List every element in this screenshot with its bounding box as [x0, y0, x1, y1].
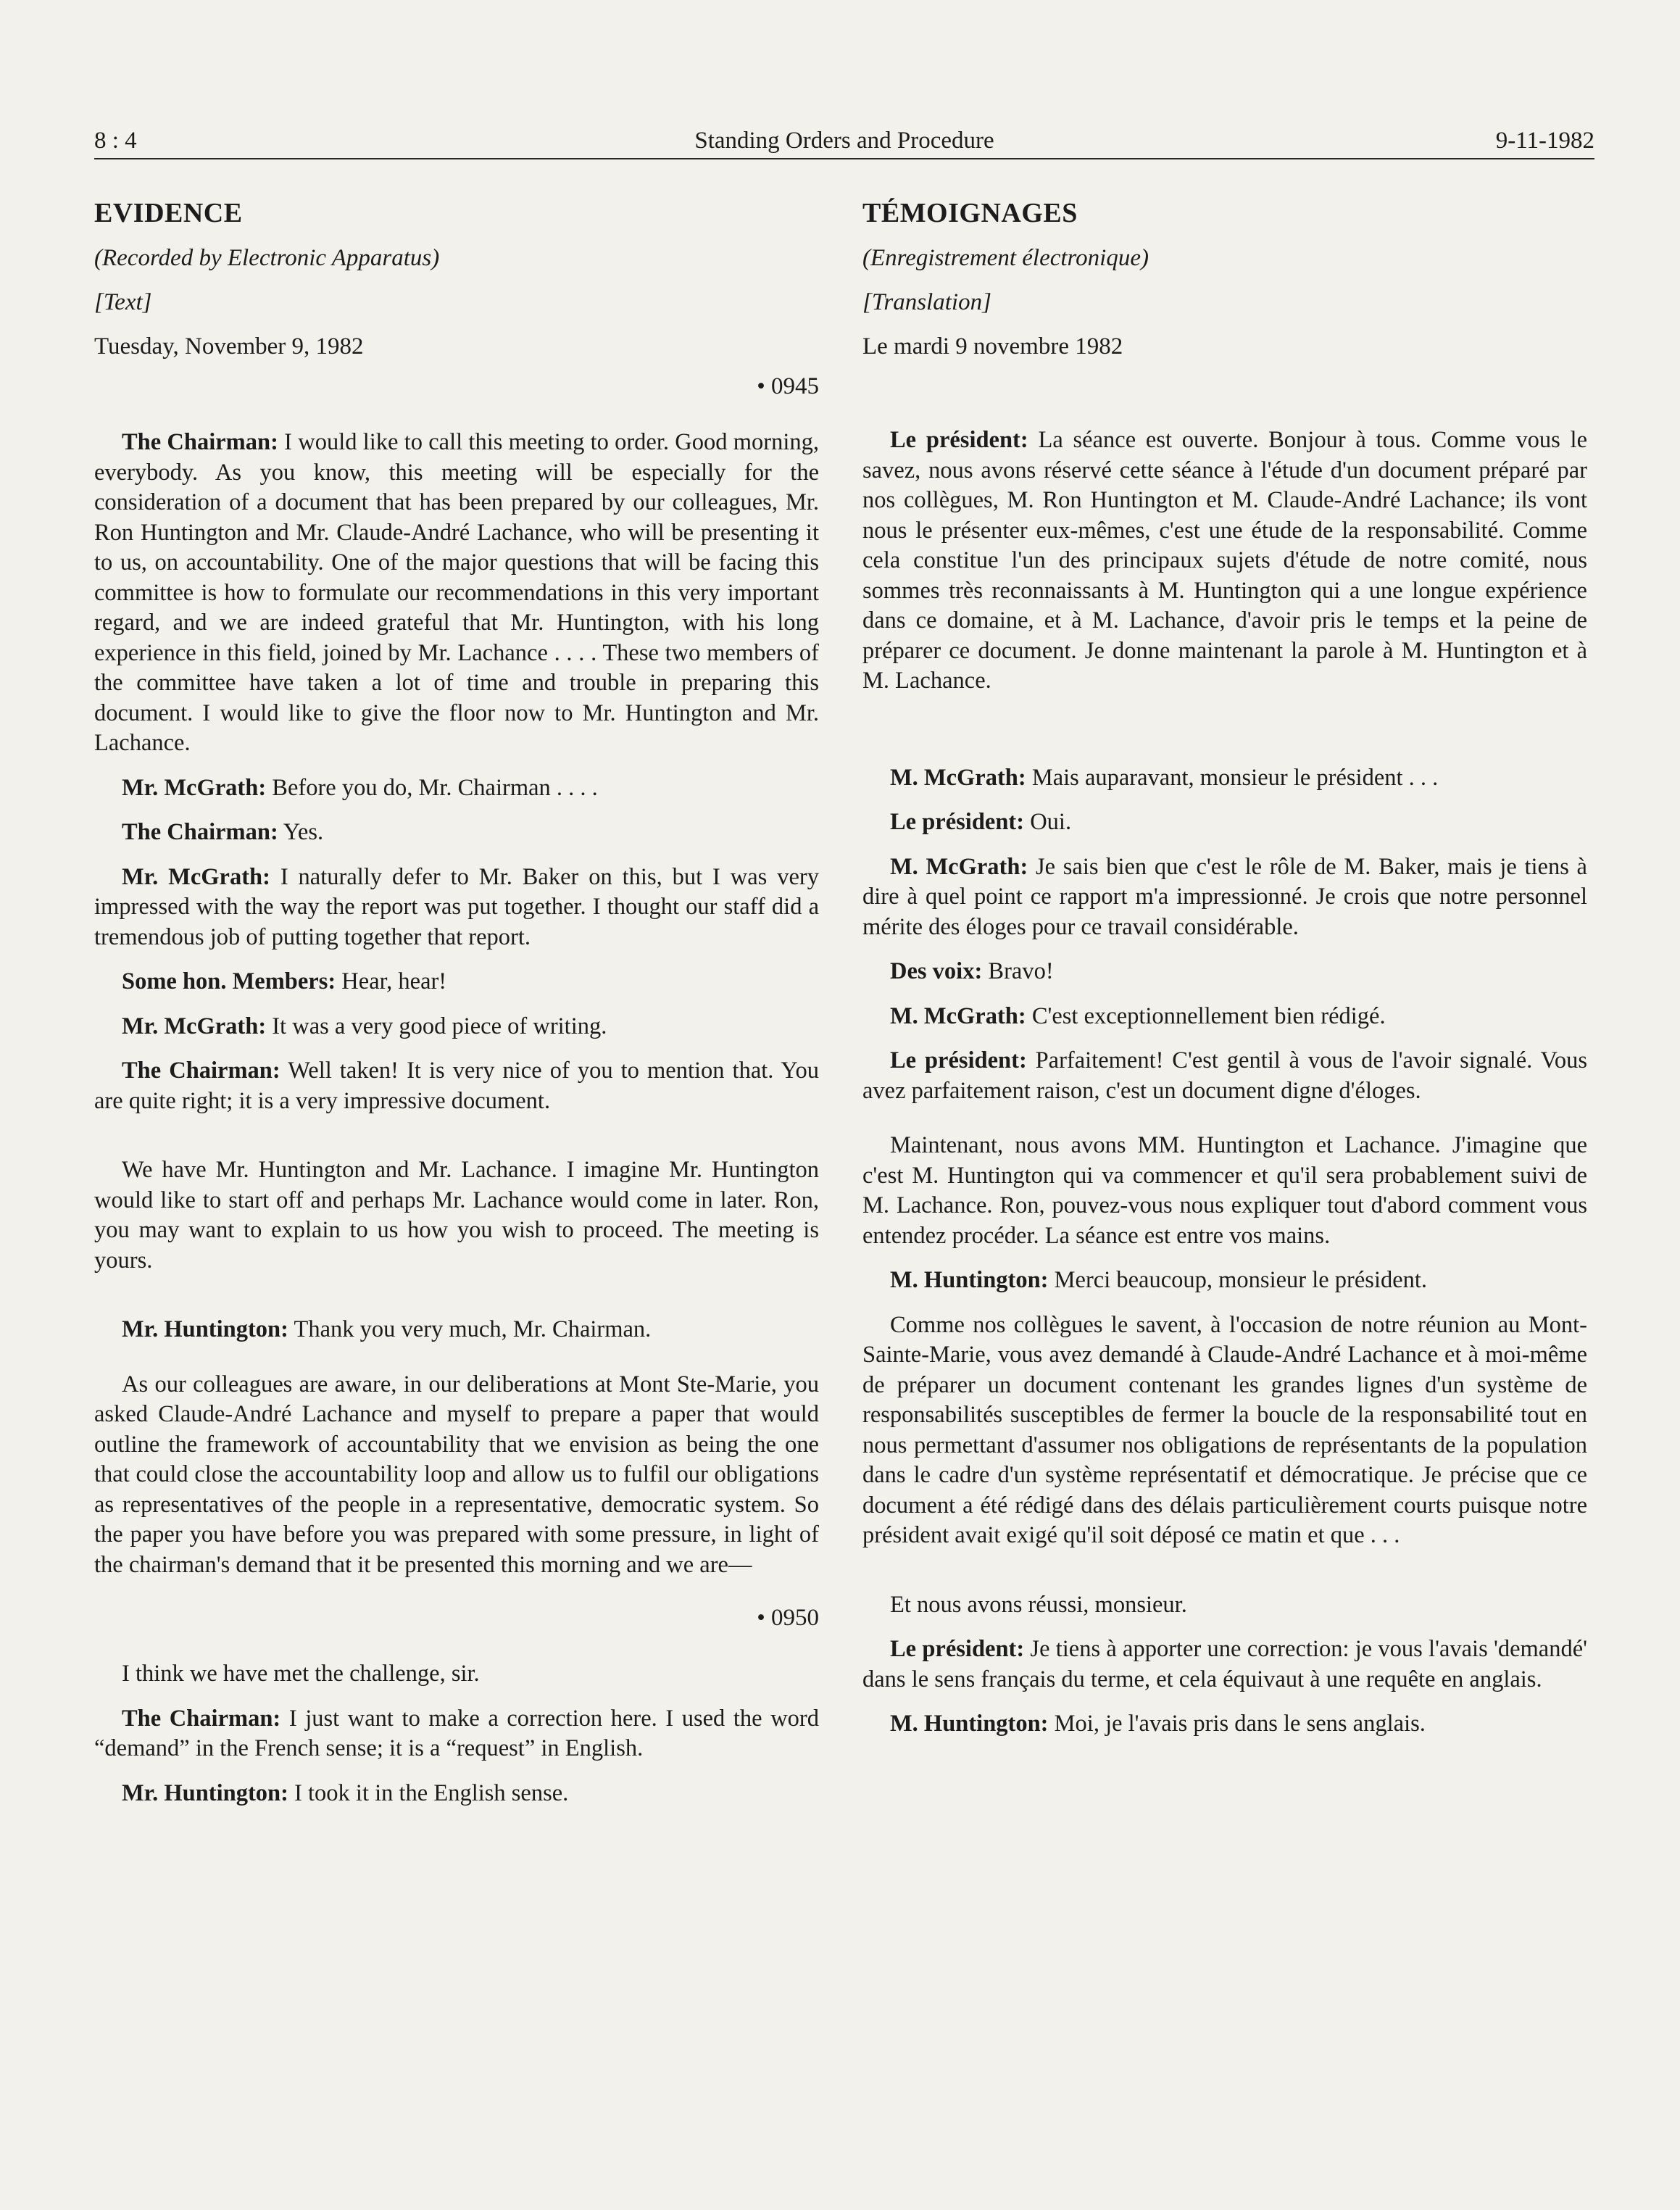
section-subtitle: (Enregistrement électronique): [862, 245, 1149, 271]
time-marker: • 0950: [757, 1605, 819, 1631]
speech: I naturally defer to Mr. Baker on this, but I was very impressed with the way the report was put together. I thought our staff did a tremendous job of putting together that report.: [94, 863, 819, 950]
speaker: Des voix:: [890, 958, 983, 984]
paragraph: [862, 1002, 1587, 1032]
english-column: [94, 197, 819, 1823]
page-number: 8 : 4: [94, 128, 137, 154]
speech: Bravo!: [982, 958, 1054, 984]
speaker: The Chairman:: [122, 1705, 281, 1732]
running-title: Standing Orders and Procedure: [694, 128, 994, 154]
speaker: Le président:: [890, 809, 1025, 835]
paragraph: [94, 1012, 819, 1042]
french-column: [862, 197, 1587, 1754]
paragraph: [94, 1056, 819, 1116]
speech: Et nous avons réussi, monsieur.: [890, 1591, 1187, 1618]
speech: Moi, je l'avais pris dans le sens anglais.: [1048, 1711, 1426, 1737]
speech: Maintenant, nous avons MM. Huntington et Lachance. J'imagine que c'est M. Huntington qui va commencer et qu'il sera probablement suivi de M. Lachance. Ron, pouvez-vous nous expliquer tout d'abord comment vous entendez procéder. La séance est entre vos mains.: [862, 1132, 1587, 1249]
paragraph: [94, 818, 819, 848]
speaker: M. Huntington:: [890, 1711, 1049, 1737]
paragraph: [862, 807, 1587, 838]
paragraph: [862, 763, 1587, 794]
speaker: Le président:: [890, 1636, 1025, 1662]
speech: Oui.: [1024, 809, 1072, 835]
speaker: Some hon. Members:: [122, 968, 336, 994]
paragraph: [94, 863, 819, 953]
speech: C'est exceptionnellement bien rédigé.: [1026, 1002, 1386, 1029]
speech: Thank you very much, Mr. Chairman.: [288, 1316, 652, 1342]
paragraph: [862, 1590, 1587, 1621]
paragraph: [94, 1370, 819, 1581]
speaker: The Chairman:: [122, 1058, 280, 1084]
speech: It was a very good piece of writing.: [266, 1013, 607, 1039]
speaker: Le président:: [890, 427, 1028, 453]
paragraph: [862, 425, 1587, 697]
speech: I just want to make a correction here. I used the word “demand” in the French sense; it is a “request” in English.: [94, 1705, 819, 1761]
paragraph: [94, 967, 819, 997]
speech: I would like to call this meeting to order. Good morning, everybody. As you know, this meeting will be especially for the consideration of a document that has been prepared by our colleagues, Mr. Ron Huntington and Mr. Claude-André Lachance, who will be presenting it to us, on accountability. One of the major questions that will be facing this committee is how to formulate our recommendations in this very important regard, and we are indeed grateful that Mr. Huntington, with his long experience in this field, joined by Mr. Lachance . . . . These two members of the committee have taken a lot of time and trouble in preparing this document. I would like to give the floor now to Mr. Huntington and Mr. Lachance.: [94, 429, 819, 756]
paragraph: [862, 957, 1587, 987]
paragraph: [94, 1704, 819, 1764]
paragraph: [862, 1266, 1587, 1296]
session-date: Tuesday, November 9, 1982: [94, 333, 364, 360]
speech: As our colleagues are aware, in our deliberations at Mont Ste-Marie, you asked Claude-André Lachance and myself to prepare a paper that would outline the framework of accountability that we envision as being the one that could close the accountability loop and allow us to fulfil our obligations as representatives of the people in a representative, democratic system. So the paper you have before you was prepared with some pressure, in light of the chairman's demand that it be presented this morning and we are—: [94, 1371, 819, 1578]
speaker: The Chairman:: [122, 429, 278, 455]
header-date: 9-11-1982: [1495, 128, 1594, 154]
speech: La séance est ouverte. Bonjour à tous. Comme vous le savez, nous avons réservé cette séance à l'étude d'un document préparé par nos collègues, M. Ron Huntington et M. Claude-André Lachance; ils vont nous le présenter eux-mêmes, c'est une étude de la responsabilité. Comme cela constitue l'un des principaux sujets d'étude de notre comité, nous sommes très reconnaissants à M. Huntington qui a une longue expérience dans ce domaine, et à M. Lachance, d'avoir pris le temps et la peine de préparer ce document. Je donne maintenant la parole à M. Huntington et à M. Lachance.: [862, 427, 1587, 694]
speaker: Mr. McGrath:: [122, 774, 267, 801]
paragraph: [862, 1046, 1587, 1106]
paragraph: [862, 1131, 1587, 1251]
paragraph: [94, 1315, 819, 1345]
speaker: M. McGrath:: [890, 764, 1026, 791]
section-heading: TÉMOIGNAGES: [862, 198, 1078, 228]
time-marker: • 0945: [757, 373, 819, 399]
paragraph: [94, 428, 819, 759]
speech: Parfaitement! C'est gentil à vous de l'avoir signalé. Vous avez parfaitement raison, c'est un document digne d'éloges.: [862, 1047, 1587, 1104]
paragraph: [862, 1310, 1587, 1551]
speech: Hear, hear!: [336, 968, 447, 994]
paragraph: [94, 1155, 819, 1276]
speech: Mais auparavant, monsieur le président . . .: [1026, 764, 1439, 791]
text-tag: [Text]: [94, 289, 152, 315]
speech: Je sais bien que c'est le rôle de M. Baker, mais je tiens à dire à quel point ce rapport m'a impressionné. Je crois que notre personnel mérite des éloges pour ce travail considérable.: [862, 853, 1587, 940]
speaker: Le président:: [890, 1047, 1027, 1073]
speaker: Mr. Huntington:: [122, 1316, 288, 1342]
paragraph: [862, 852, 1587, 943]
speaker: M. McGrath:: [890, 1002, 1026, 1029]
speech: Before you do, Mr. Chairman . . . .: [266, 774, 598, 801]
speech: Merci beaucoup, monsieur le président.: [1048, 1267, 1428, 1293]
speech: Comme nos collègues le savent, à l'occasion de notre réunion au Mont-Sainte-Marie, vous avez demandé à Claude-André Lachance et à moi-même de préparer un document contenant les grandes lignes d'un système de responsabilités susceptibles de fermer la boucle de la responsabilité tout en nous permettant d'assumer nos obligations de représentants de la population dans le cadre d'un système représentatif et démocratique. Je précise que ce document a été rédigé dans des délais particulièrement courts puisque notre président avait exigé qu'il soit déposé ce matin et que . . .: [862, 1311, 1587, 1548]
speech: Well taken! It is very nice of you to mention that. You are quite right; it is a very impressive document.: [94, 1058, 819, 1114]
page-header: [94, 125, 1594, 159]
paragraph: [94, 773, 819, 804]
speaker: M. McGrath:: [890, 853, 1028, 880]
speaker: Mr. Huntington:: [122, 1779, 288, 1806]
paragraph: [862, 1634, 1587, 1695]
speech: Yes.: [278, 819, 324, 845]
speech: We have Mr. Huntington and Mr. Lachance. I imagine Mr. Huntington would like to start off and perhaps Mr. Lachance would come in later. Ron, you may want to explain to us how you wish to proceed. The meeting is yours.: [94, 1157, 819, 1274]
speaker: Mr. McGrath:: [122, 1013, 267, 1039]
speech: Je tiens à apporter une correction: je vous l'avais 'demandé' dans le sens français du terme, et cela équivaut à une requête en anglais.: [862, 1636, 1587, 1692]
speaker: M. Huntington:: [890, 1267, 1049, 1293]
session-date: Le mardi 9 novembre 1982: [862, 333, 1123, 360]
paragraph: [862, 1709, 1587, 1740]
section-subtitle: (Recorded by Electronic Apparatus): [94, 245, 440, 271]
speaker: Mr. McGrath:: [122, 863, 270, 890]
speaker: The Chairman:: [122, 819, 278, 845]
speech: I think we have met the challenge, sir.: [122, 1661, 480, 1687]
speech: I took it in the English sense.: [288, 1779, 569, 1806]
section-heading: EVIDENCE: [94, 198, 243, 228]
text-tag: [Translation]: [862, 289, 991, 315]
paragraph: [94, 1779, 819, 1809]
paragraph: [94, 1659, 819, 1690]
